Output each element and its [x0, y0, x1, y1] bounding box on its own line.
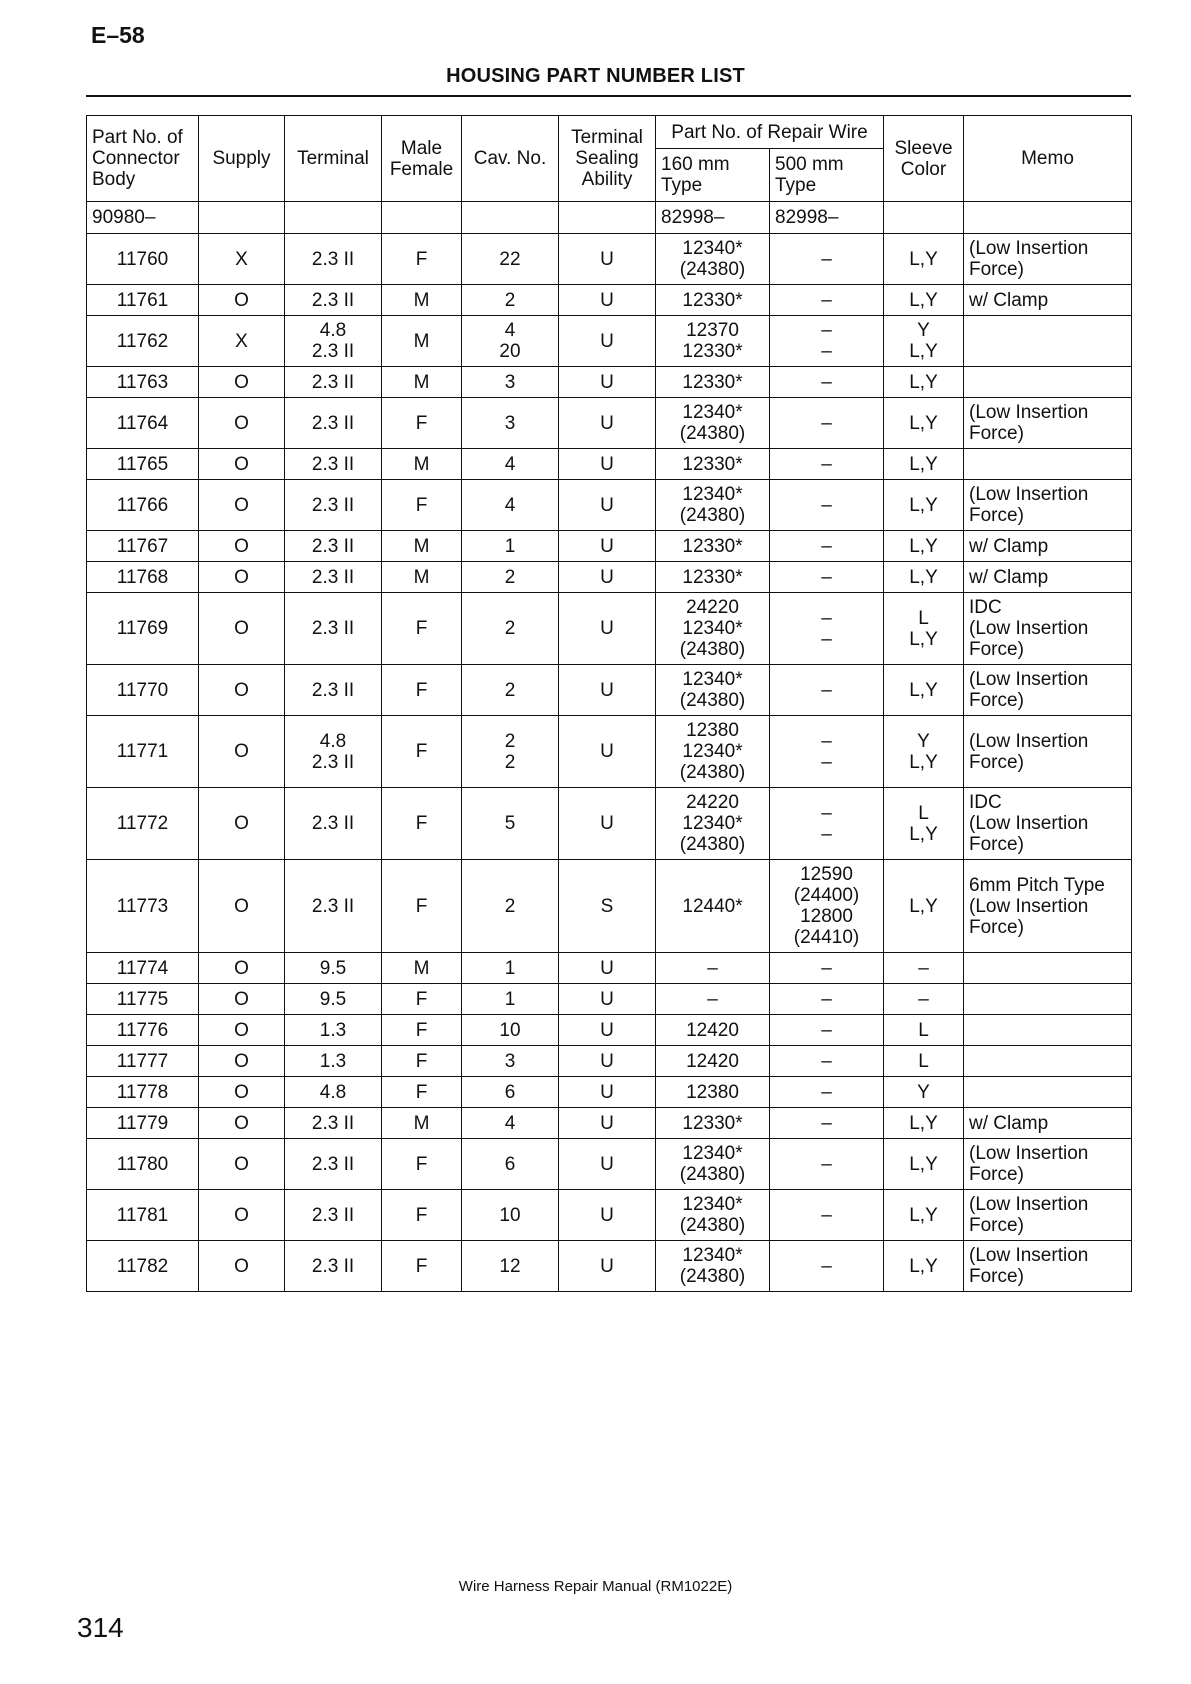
cell-supply: O	[199, 285, 285, 316]
table-row	[87, 562, 1132, 593]
cell-sealing: U	[559, 1139, 656, 1190]
cell-sealing: U	[559, 788, 656, 860]
cell-male-female: F	[382, 1139, 462, 1190]
cell-sealing: U	[559, 1077, 656, 1108]
cell-500mm: – –	[770, 716, 884, 788]
cell-memo: (Low Insertion Force)	[964, 716, 1132, 788]
cell-160mm: –	[656, 984, 770, 1015]
cell-supply: O	[199, 1139, 285, 1190]
cell-500mm: – –	[770, 593, 884, 665]
col-male-female: Male Female	[382, 116, 462, 202]
cell-memo: w/ Clamp	[964, 531, 1132, 562]
cell-part-no: 11781	[87, 1190, 199, 1241]
cell-terminal: 2.3 II	[285, 562, 382, 593]
cell-male-female: F	[382, 860, 462, 953]
col-cav-no: Cav. No.	[462, 116, 559, 202]
col-500mm: 500 mm Type	[770, 149, 884, 202]
cell-male-female: M	[382, 531, 462, 562]
cell-memo	[964, 367, 1132, 398]
cell-part-no: 11778	[87, 1077, 199, 1108]
cell-terminal: 2.3 II	[285, 480, 382, 531]
cell-sealing: U	[559, 234, 656, 285]
cell-sealing: U	[559, 367, 656, 398]
table-row	[87, 593, 1132, 665]
cell-male-female: F	[382, 1046, 462, 1077]
cell-part-no: 11782	[87, 1241, 199, 1292]
cell-part-no: 11761	[87, 285, 199, 316]
cell-cav-no: 22	[462, 234, 559, 285]
table-row	[87, 860, 1132, 953]
cell-sealing: U	[559, 1190, 656, 1241]
cell-part-no: 11764	[87, 398, 199, 449]
cell-160mm: 12340* (24380)	[656, 665, 770, 716]
table-row	[87, 531, 1132, 562]
cell-part-no: 11773	[87, 860, 199, 953]
cell-memo	[964, 1046, 1132, 1077]
cell-terminal: 4.8 2.3 II	[285, 716, 382, 788]
cell-terminal: 9.5	[285, 953, 382, 984]
cell-memo: (Low Insertion Force)	[964, 480, 1132, 531]
cell-memo: 6mm Pitch Type (Low Insertion Force)	[964, 860, 1132, 953]
cell-500mm: –	[770, 1139, 884, 1190]
cell-male-female: F	[382, 788, 462, 860]
cell-male-female: F	[382, 1190, 462, 1241]
table-row	[87, 716, 1132, 788]
col-terminal: Terminal	[285, 116, 382, 202]
cell-500mm: –	[770, 449, 884, 480]
cell-sealing: U	[559, 593, 656, 665]
cell-sealing: U	[559, 1015, 656, 1046]
cell-memo	[964, 1077, 1132, 1108]
cell-cav-no: 6	[462, 1139, 559, 1190]
cell-160mm: –	[656, 953, 770, 984]
cell-terminal: 2.3 II	[285, 1190, 382, 1241]
cell-cav-no: 4	[462, 1108, 559, 1139]
cell-160mm: 12330*	[656, 562, 770, 593]
cell-sleeve: L,Y	[884, 665, 964, 716]
cell-supply: O	[199, 984, 285, 1015]
cell-160mm: 12340* (24380)	[656, 480, 770, 531]
cell-part-no: 11779	[87, 1108, 199, 1139]
cell-supply: O	[199, 665, 285, 716]
cell-cav-no: 10	[462, 1015, 559, 1046]
cell-supply: O	[199, 593, 285, 665]
cell-terminal: 2.3 II	[285, 788, 382, 860]
cell-cav-no: 4 20	[462, 316, 559, 367]
cell-sleeve: L,Y	[884, 860, 964, 953]
table-row	[87, 234, 1132, 285]
cell-part-no: 11760	[87, 234, 199, 285]
cell-500mm: –	[770, 398, 884, 449]
table-row	[87, 1139, 1132, 1190]
cell-500mm: –	[770, 1015, 884, 1046]
cell-memo: w/ Clamp	[964, 285, 1132, 316]
cell-sleeve: L L,Y	[884, 788, 964, 860]
cell-cav-no: 3	[462, 367, 559, 398]
cell-memo: (Low Insertion Force)	[964, 1241, 1132, 1292]
cell-500mm: –	[770, 531, 884, 562]
cell-memo	[964, 316, 1132, 367]
cell-supply: O	[199, 1077, 285, 1108]
cell-terminal: 4.8 2.3 II	[285, 316, 382, 367]
cell-sealing: U	[559, 285, 656, 316]
cell-cav-no: 5	[462, 788, 559, 860]
cell-sealing: S	[559, 860, 656, 953]
cell-cav-no: 1	[462, 531, 559, 562]
cell-cav-no: 10	[462, 1190, 559, 1241]
cell-500mm: –	[770, 953, 884, 984]
cell-500mm: –	[770, 234, 884, 285]
cell-male-female: F	[382, 716, 462, 788]
cell-sleeve: –	[884, 984, 964, 1015]
cell-160mm: 12340* (24380)	[656, 1139, 770, 1190]
cell-cav-no: 2	[462, 285, 559, 316]
cell-memo	[964, 449, 1132, 480]
cell-160mm: 24220 12340* (24380)	[656, 593, 770, 665]
cell-sleeve: Y	[884, 1077, 964, 1108]
cell-male-female: F	[382, 234, 462, 285]
cell-memo: (Low Insertion Force)	[964, 665, 1132, 716]
cell-part-no: 11763	[87, 367, 199, 398]
prefix-500mm: 82998–	[770, 202, 884, 234]
table-row	[87, 398, 1132, 449]
cell-supply: O	[199, 367, 285, 398]
cell-cav-no: 2	[462, 665, 559, 716]
cell-160mm: 12330*	[656, 1108, 770, 1139]
cell-160mm: 12420	[656, 1046, 770, 1077]
cell-supply: O	[199, 953, 285, 984]
table-row	[87, 1190, 1132, 1241]
cell-memo	[964, 984, 1132, 1015]
cell-supply: O	[199, 860, 285, 953]
cell-cav-no: 2 2	[462, 716, 559, 788]
cell-supply: O	[199, 1190, 285, 1241]
cell-supply: O	[199, 480, 285, 531]
cell-part-no: 11770	[87, 665, 199, 716]
cell-cav-no: 3	[462, 1046, 559, 1077]
cell-supply: X	[199, 234, 285, 285]
cell-500mm: –	[770, 1077, 884, 1108]
table-row	[87, 285, 1132, 316]
cell-part-no: 11775	[87, 984, 199, 1015]
cell-memo: IDC (Low Insertion Force)	[964, 788, 1132, 860]
cell-male-female: M	[382, 449, 462, 480]
cell-cav-no: 2	[462, 562, 559, 593]
table-row	[87, 665, 1132, 716]
cell-sealing: U	[559, 1241, 656, 1292]
cell-sealing: U	[559, 562, 656, 593]
cell-sleeve: L	[884, 1015, 964, 1046]
cell-sleeve: L,Y	[884, 1139, 964, 1190]
cell-500mm: – –	[770, 316, 884, 367]
cell-sleeve: L,Y	[884, 531, 964, 562]
cell-160mm: 24220 12340* (24380)	[656, 788, 770, 860]
cell-cav-no: 1	[462, 953, 559, 984]
cell-terminal: 2.3 II	[285, 367, 382, 398]
cell-500mm: –	[770, 1241, 884, 1292]
cell-terminal: 1.3	[285, 1015, 382, 1046]
cell-supply: O	[199, 1108, 285, 1139]
cell-sleeve: L,Y	[884, 1241, 964, 1292]
prefix-row	[87, 202, 1132, 234]
manual-title: Wire Harness Repair Manual (RM1022E)	[458, 1578, 733, 1595]
cell-male-female: F	[382, 984, 462, 1015]
cell-sealing: U	[559, 1046, 656, 1077]
cell-500mm: –	[770, 984, 884, 1015]
cell-cav-no: 4	[462, 449, 559, 480]
cell-500mm: –	[770, 1108, 884, 1139]
page-number: 314	[77, 1612, 124, 1643]
cell-part-no: 11762	[87, 316, 199, 367]
cell-cav-no: 6	[462, 1077, 559, 1108]
cell-160mm: 12440*	[656, 860, 770, 953]
cell-sealing: U	[559, 1108, 656, 1139]
cell-cav-no: 3	[462, 398, 559, 449]
cell-part-no: 11765	[87, 449, 199, 480]
cell-part-no: 11777	[87, 1046, 199, 1077]
table-row	[87, 449, 1132, 480]
cell-sleeve: Y L,Y	[884, 716, 964, 788]
table-row	[87, 316, 1132, 367]
table-row	[87, 1046, 1132, 1077]
cell-sleeve: L,Y	[884, 480, 964, 531]
cell-supply: O	[199, 449, 285, 480]
cell-terminal: 2.3 II	[285, 531, 382, 562]
table-row	[87, 480, 1132, 531]
cell-part-no: 11771	[87, 716, 199, 788]
cell-500mm: –	[770, 665, 884, 716]
cell-memo: (Low Insertion Force)	[964, 234, 1132, 285]
prefix-part-no: 90980–	[87, 202, 199, 234]
cell-supply: O	[199, 788, 285, 860]
cell-memo: w/ Clamp	[964, 562, 1132, 593]
cell-sleeve: Y L,Y	[884, 316, 964, 367]
table-row	[87, 953, 1132, 984]
cell-cav-no: 12	[462, 1241, 559, 1292]
cell-sealing: U	[559, 531, 656, 562]
title-rule	[86, 95, 1131, 97]
cell-sealing: U	[559, 316, 656, 367]
cell-male-female: F	[382, 665, 462, 716]
cell-160mm: 12330*	[656, 531, 770, 562]
cell-sealing: U	[559, 984, 656, 1015]
table-row	[87, 1077, 1132, 1108]
cell-sealing: U	[559, 716, 656, 788]
cell-male-female: F	[382, 1241, 462, 1292]
cell-part-no: 11768	[87, 562, 199, 593]
cell-male-female: M	[382, 1108, 462, 1139]
cell-male-female: M	[382, 316, 462, 367]
cell-part-no: 11766	[87, 480, 199, 531]
cell-memo: (Low Insertion Force)	[964, 398, 1132, 449]
cell-sealing: U	[559, 953, 656, 984]
cell-sleeve: L,Y	[884, 449, 964, 480]
table-body	[87, 202, 1132, 1292]
cell-500mm: –	[770, 1046, 884, 1077]
cell-supply: O	[199, 1046, 285, 1077]
col-memo: Memo	[964, 116, 1132, 202]
cell-terminal: 2.3 II	[285, 1139, 382, 1190]
cell-160mm: 12380 12340* (24380)	[656, 716, 770, 788]
cell-male-female: F	[382, 1077, 462, 1108]
cell-supply: O	[199, 1015, 285, 1046]
cell-part-no: 11780	[87, 1139, 199, 1190]
cell-memo: IDC (Low Insertion Force)	[964, 593, 1132, 665]
cell-sleeve: L,Y	[884, 234, 964, 285]
cell-terminal: 2.3 II	[285, 234, 382, 285]
col-repair-wire: Part No. of Repair Wire	[656, 116, 884, 149]
cell-terminal: 2.3 II	[285, 665, 382, 716]
cell-500mm: 12590 (24400) 12800 (24410)	[770, 860, 884, 953]
cell-cav-no: 1	[462, 984, 559, 1015]
cell-supply: O	[199, 398, 285, 449]
cell-sealing: U	[559, 480, 656, 531]
cell-160mm: 12330*	[656, 367, 770, 398]
cell-500mm: –	[770, 285, 884, 316]
table-row	[87, 1015, 1132, 1046]
cell-500mm: –	[770, 367, 884, 398]
cell-male-female: F	[382, 593, 462, 665]
table-row	[87, 788, 1132, 860]
cell-sealing: U	[559, 665, 656, 716]
cell-500mm: –	[770, 1190, 884, 1241]
cell-terminal: 1.3	[285, 1046, 382, 1077]
cell-terminal: 2.3 II	[285, 1241, 382, 1292]
cell-part-no: 11774	[87, 953, 199, 984]
cell-sleeve: L L,Y	[884, 593, 964, 665]
col-supply: Supply	[199, 116, 285, 202]
cell-160mm: 12370 12330*	[656, 316, 770, 367]
prefix-160mm: 82998–	[656, 202, 770, 234]
table-row	[87, 367, 1132, 398]
page-title: HOUSING PART NUMBER LIST	[446, 65, 745, 87]
section-code: E–58	[91, 22, 145, 48]
cell-cav-no: 4	[462, 480, 559, 531]
cell-memo: w/ Clamp	[964, 1108, 1132, 1139]
cell-male-female: F	[382, 1015, 462, 1046]
cell-sleeve: L	[884, 1046, 964, 1077]
col-sealing: Terminal Sealing Ability	[559, 116, 656, 202]
cell-supply: O	[199, 531, 285, 562]
cell-160mm: 12340* (24380)	[656, 1190, 770, 1241]
table-row	[87, 984, 1132, 1015]
cell-500mm: –	[770, 480, 884, 531]
cell-supply: O	[199, 1241, 285, 1292]
cell-sleeve: –	[884, 953, 964, 984]
cell-terminal: 2.3 II	[285, 449, 382, 480]
cell-160mm: 12340* (24380)	[656, 1241, 770, 1292]
cell-160mm: 12330*	[656, 449, 770, 480]
cell-sealing: U	[559, 449, 656, 480]
cell-sleeve: L,Y	[884, 398, 964, 449]
cell-male-female: F	[382, 480, 462, 531]
col-part-no: Part No. of Connector Body	[87, 116, 199, 202]
cell-sleeve: L,Y	[884, 1108, 964, 1139]
cell-160mm: 12340* (24380)	[656, 398, 770, 449]
cell-terminal: 2.3 II	[285, 860, 382, 953]
cell-terminal: 9.5	[285, 984, 382, 1015]
cell-supply: O	[199, 716, 285, 788]
cell-sleeve: L,Y	[884, 562, 964, 593]
cell-terminal: 4.8	[285, 1077, 382, 1108]
cell-male-female: M	[382, 367, 462, 398]
cell-500mm: –	[770, 562, 884, 593]
cell-sealing: U	[559, 398, 656, 449]
cell-sleeve: L,Y	[884, 285, 964, 316]
col-sleeve: Sleeve Color	[884, 116, 964, 202]
table-row	[87, 1108, 1132, 1139]
cell-memo: (Low Insertion Force)	[964, 1190, 1132, 1241]
cell-cav-no: 2	[462, 860, 559, 953]
cell-supply: O	[199, 562, 285, 593]
cell-160mm: 12330*	[656, 285, 770, 316]
cell-memo	[964, 953, 1132, 984]
cell-terminal: 2.3 II	[285, 1108, 382, 1139]
cell-part-no: 11767	[87, 531, 199, 562]
cell-160mm: 12340* (24380)	[656, 234, 770, 285]
cell-160mm: 12420	[656, 1015, 770, 1046]
col-160mm: 160 mm Type	[656, 149, 770, 202]
cell-memo	[964, 1015, 1132, 1046]
cell-part-no: 11769	[87, 593, 199, 665]
cell-part-no: 11772	[87, 788, 199, 860]
cell-part-no: 11776	[87, 1015, 199, 1046]
cell-sleeve: L,Y	[884, 367, 964, 398]
cell-sleeve: L,Y	[884, 1190, 964, 1241]
cell-male-female: M	[382, 562, 462, 593]
cell-memo: (Low Insertion Force)	[964, 1139, 1132, 1190]
cell-terminal: 2.3 II	[285, 285, 382, 316]
cell-500mm: – –	[770, 788, 884, 860]
cell-male-female: M	[382, 285, 462, 316]
table-row	[87, 1241, 1132, 1292]
cell-terminal: 2.3 II	[285, 593, 382, 665]
cell-supply: X	[199, 316, 285, 367]
cell-160mm: 12380	[656, 1077, 770, 1108]
housing-part-table	[86, 115, 1132, 1292]
cell-male-female: M	[382, 953, 462, 984]
cell-cav-no: 2	[462, 593, 559, 665]
cell-male-female: F	[382, 398, 462, 449]
cell-terminal: 2.3 II	[285, 398, 382, 449]
